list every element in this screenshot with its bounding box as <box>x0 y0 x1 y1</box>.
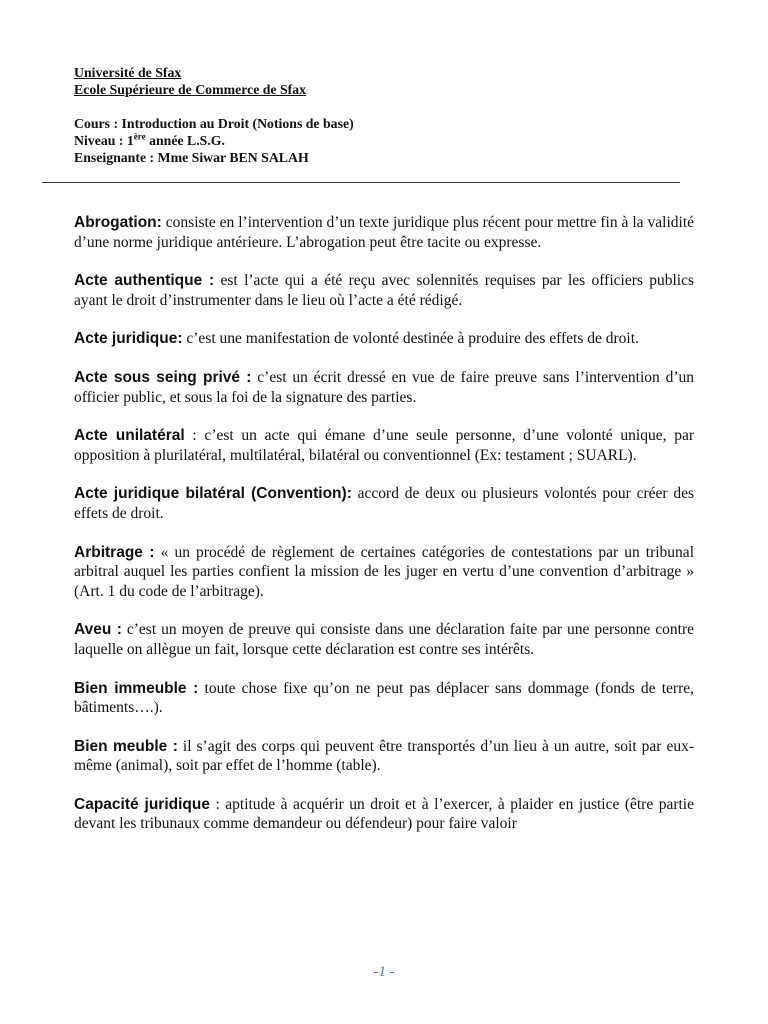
glossary-entry <box>74 426 694 465</box>
document-header <box>74 64 354 166</box>
course-title: Cours : Introduction au Droit (Notions de base) <box>74 116 354 131</box>
entry-term: Abrogation: <box>74 214 162 231</box>
glossary-entry <box>74 795 694 834</box>
glossary-entry <box>74 484 694 523</box>
entry-definition: c’est un écrit dressé en vue de faire preuve sans l’intervention d’un officier public, et sous la foi de la signature des parties. <box>74 368 694 406</box>
entry-term: Capacité juridique <box>74 795 210 813</box>
entry-term: Bien meuble : <box>74 737 178 755</box>
glossary-entry <box>74 329 694 349</box>
glossary-entry <box>74 543 694 602</box>
entry-definition: : c’est un acte qui émane d’une seule personne, d’une volonté unique, par opposition à plurilatéral, multilatéral, bilatéral ou conventionnel (Ex: testament ; SUARL). <box>74 427 694 464</box>
teacher-name: Enseignante : Mme Siwar BEN SALAH <box>74 150 309 165</box>
university-name: Université de Sfax <box>74 65 182 80</box>
entry-definition: accord de deux ou plusieurs volontés pour créer des effets de droit. <box>74 485 694 522</box>
glossary-entry <box>74 679 694 718</box>
glossary-entry <box>74 737 694 776</box>
entry-term: Acte unilatéral <box>74 427 185 445</box>
header-divider <box>42 182 680 183</box>
glossary-entry <box>74 620 694 659</box>
entry-term: Acte juridique bilatéral (Convention): <box>74 485 352 503</box>
glossary-body <box>74 213 694 853</box>
entry-definition: est l’acte qui a été reçu avec solennités requises par les officiers publics ayant le droit d’instrumenter dans le lieu où l’acte a été rédigé. <box>74 272 695 309</box>
glossary-entry <box>74 213 694 252</box>
entry-term: Bien immeuble : <box>74 679 199 697</box>
entry-term: Arbitrage : <box>74 543 155 561</box>
page-number: -1 - <box>373 964 395 980</box>
entry-definition: : aptitude à acquérir un droit et à l’exercer, à plaider en justice (être partie devant les tribunaux comme demandeur ou défendeur) pour faire valoir <box>74 795 694 833</box>
entry-definition: « un procédé de règlement de certaines catégories de contestations par un tribunal arbitral auquel les parties confient la mission de les juger en vertu d’une convention d’arbitrage » (Art. 1 du code de l’arbitrage). <box>74 543 694 600</box>
glossary-entry <box>74 271 694 310</box>
entry-definition: c’est un moyen de preuve qui consiste dans une déclaration faite par une personne contre laquelle on allègue un fait, lorsque cette déclaration est contre ses intérêts. <box>74 621 695 658</box>
entry-term: Acte sous seing privé : <box>74 368 252 386</box>
entry-term: Acte authentique : <box>74 272 215 290</box>
school-name: Ecole Supérieure de Commerce de Sfax <box>74 82 307 97</box>
entry-term: Acte juridique: <box>74 330 183 348</box>
entry-definition: toute chose fixe qu’on ne peut pas déplacer sans dommage (fonds de terre, bâtiments….). <box>74 679 694 717</box>
entry-definition: consiste en l’intervention d’un texte juridique plus récent pour mettre fin à la validité d’une norme juridique antérieure. L’abrogation peut être tacite ou expresse. <box>74 214 694 251</box>
entry-definition: il s’agit des corps qui peuvent être transportés d’un lieu à un autre, soit par eux- même (animal), soit par effet de l’homme (table). <box>74 737 694 775</box>
entry-definition: c’est une manifestation de volonté destinée à produire des effets de droit. <box>182 330 639 348</box>
entry-term: Aveu : <box>74 621 122 639</box>
glossary-entry <box>74 368 694 407</box>
course-level: Niveau : 1ère année L.S.G. <box>74 131 225 148</box>
